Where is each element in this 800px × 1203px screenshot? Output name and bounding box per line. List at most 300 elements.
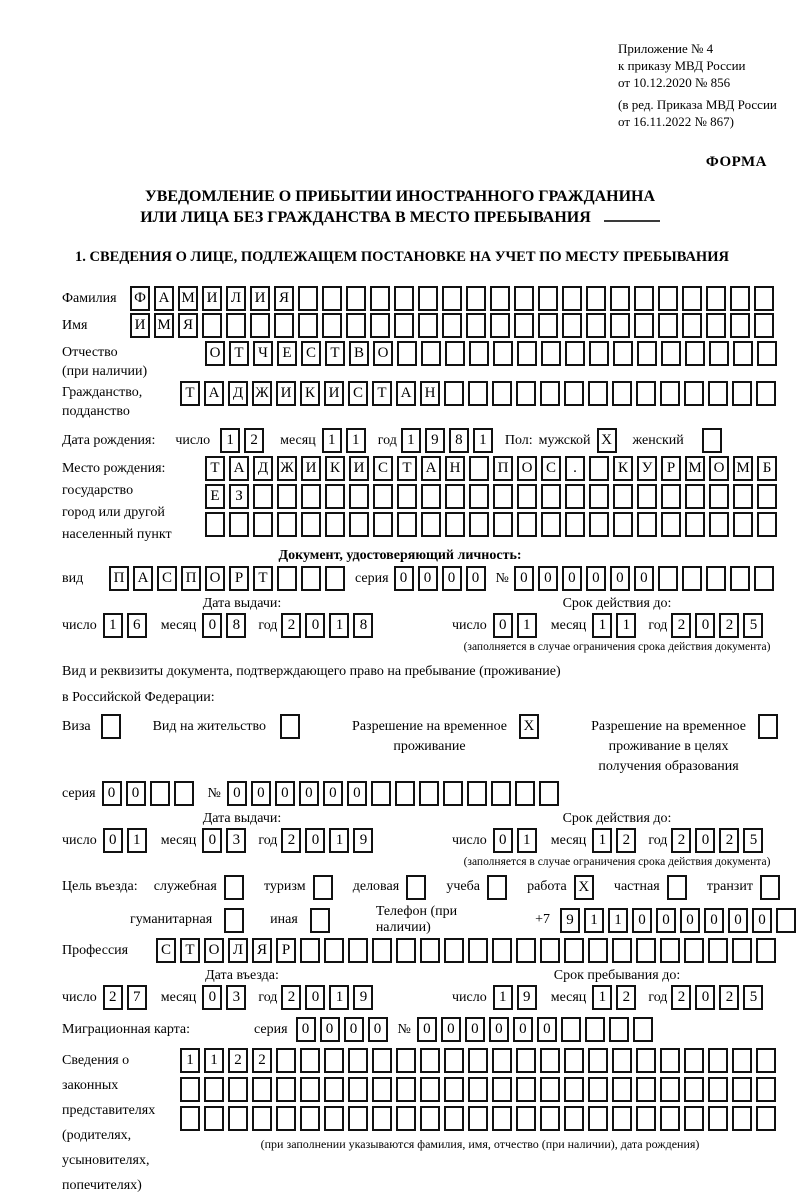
char-box: Н bbox=[445, 456, 465, 481]
char-box bbox=[370, 286, 390, 311]
appendix-line: от 10.12.2020 № 856 bbox=[618, 75, 731, 90]
residence-permit-label: Вид на жительство bbox=[152, 719, 266, 734]
citizenship-row bbox=[62, 381, 800, 428]
surname-boxes bbox=[130, 286, 778, 311]
char-box bbox=[514, 286, 534, 311]
purpose-commercial-checkbox bbox=[406, 875, 430, 900]
issue2-row bbox=[62, 828, 422, 854]
char-box bbox=[516, 1048, 536, 1073]
char-box: Т bbox=[180, 938, 200, 963]
char-box bbox=[348, 938, 368, 963]
phone-prefix: +7 bbox=[535, 912, 550, 927]
char-box bbox=[300, 1077, 320, 1102]
char-box bbox=[540, 938, 560, 963]
char-box bbox=[469, 341, 489, 366]
char-box bbox=[685, 484, 705, 509]
char-box: 0 bbox=[562, 566, 582, 591]
char-box: 8 bbox=[226, 613, 246, 638]
char-box bbox=[636, 938, 656, 963]
char-box: Т bbox=[253, 566, 273, 591]
edu-residence-checkbox bbox=[758, 714, 782, 739]
char-box bbox=[396, 1106, 416, 1131]
char-box bbox=[613, 512, 633, 537]
char-box bbox=[322, 286, 342, 311]
char-box: 1 bbox=[329, 985, 349, 1010]
char-box bbox=[562, 313, 582, 338]
issue2-day-label: число bbox=[62, 833, 97, 848]
form-page bbox=[0, 40, 800, 1203]
char-box bbox=[396, 1077, 416, 1102]
char-box bbox=[708, 381, 728, 406]
sex-female-label: женский bbox=[632, 433, 684, 448]
char-box bbox=[313, 875, 333, 900]
char-box bbox=[660, 1077, 680, 1102]
char-box bbox=[636, 381, 656, 406]
char-box bbox=[394, 286, 414, 311]
stay-heading: Срок пребывания до: bbox=[553, 968, 681, 983]
char-box bbox=[468, 381, 488, 406]
resident-doc-expiry bbox=[452, 810, 782, 868]
phone-boxes bbox=[560, 908, 800, 933]
temp-residence-option bbox=[352, 714, 543, 757]
char-box bbox=[224, 875, 244, 900]
purpose-option-label: туризм bbox=[263, 879, 306, 894]
char-box: 1 bbox=[204, 1048, 224, 1073]
representatives-label-line4: (родителях, bbox=[62, 1128, 132, 1143]
char-box: М bbox=[733, 456, 753, 481]
char-box: 2 bbox=[671, 985, 691, 1010]
id-doc-number-boxes bbox=[514, 566, 778, 591]
char-box bbox=[301, 566, 321, 591]
temp-residence-label-line2: проживание bbox=[393, 739, 466, 754]
residence-permit-option bbox=[153, 714, 304, 740]
char-box bbox=[612, 938, 632, 963]
forma-label: ФОРМА bbox=[705, 154, 767, 170]
char-box: 1 bbox=[103, 613, 123, 638]
char-box bbox=[396, 938, 416, 963]
char-box: О bbox=[204, 938, 224, 963]
char-box bbox=[228, 1106, 248, 1131]
birthdate-month-label: месяц bbox=[280, 433, 316, 448]
char-box bbox=[253, 512, 273, 537]
char-box bbox=[708, 1048, 728, 1073]
char-box bbox=[492, 1077, 512, 1102]
sex-male-label: мужской bbox=[538, 433, 591, 448]
representatives-label-line2: законных bbox=[62, 1078, 119, 1093]
expiry1-day-boxes bbox=[493, 613, 541, 638]
char-box bbox=[564, 1077, 584, 1102]
char-box bbox=[517, 484, 537, 509]
char-box bbox=[541, 484, 561, 509]
char-box: 1 bbox=[220, 428, 240, 453]
char-box bbox=[276, 1048, 296, 1073]
char-box bbox=[517, 512, 537, 537]
char-box bbox=[754, 313, 774, 338]
char-box bbox=[202, 313, 222, 338]
name-boxes bbox=[130, 313, 778, 338]
char-box: 0 bbox=[227, 781, 247, 806]
char-box bbox=[442, 313, 462, 338]
char-box bbox=[442, 286, 462, 311]
migration-number-label: № bbox=[397, 1022, 411, 1037]
char-box: Р bbox=[661, 456, 681, 481]
char-box bbox=[397, 512, 417, 537]
char-box bbox=[406, 875, 426, 900]
char-box bbox=[418, 286, 438, 311]
expiry2-note: (заполняется в случае ограничения срока действия документа) bbox=[463, 856, 771, 868]
char-box bbox=[515, 781, 535, 806]
char-box bbox=[250, 313, 270, 338]
char-box bbox=[325, 512, 345, 537]
char-box bbox=[493, 484, 513, 509]
issue1-row bbox=[62, 613, 422, 639]
birthplace-boxes-row3 bbox=[205, 512, 781, 537]
char-box bbox=[516, 1077, 536, 1102]
patronymic-boxes bbox=[205, 341, 781, 366]
char-box: 1 bbox=[493, 985, 513, 1010]
char-box bbox=[516, 1106, 536, 1131]
char-box bbox=[636, 1077, 656, 1102]
char-box bbox=[373, 512, 393, 537]
char-box: 0 bbox=[704, 908, 724, 933]
char-box bbox=[516, 381, 536, 406]
char-box: У bbox=[637, 456, 657, 481]
char-box bbox=[174, 781, 194, 806]
char-box bbox=[373, 484, 393, 509]
char-box bbox=[565, 512, 585, 537]
char-box bbox=[466, 286, 486, 311]
char-box: И bbox=[276, 381, 296, 406]
char-box: 0 bbox=[493, 828, 513, 853]
purpose-label: Цель въезда: bbox=[62, 879, 138, 894]
char-box bbox=[224, 908, 244, 933]
issue1-heading: Дата выдачи: bbox=[202, 596, 282, 611]
char-box bbox=[612, 1077, 632, 1102]
char-box: 2 bbox=[281, 613, 301, 638]
char-box bbox=[204, 1106, 224, 1131]
char-box bbox=[324, 1106, 344, 1131]
purpose-option-study bbox=[446, 875, 511, 900]
expiry2-month-boxes bbox=[592, 828, 640, 853]
char-box: 0 bbox=[418, 566, 438, 591]
char-box bbox=[252, 1077, 272, 1102]
char-box: 0 bbox=[465, 1017, 485, 1042]
char-box: Ч bbox=[253, 341, 273, 366]
purpose-humanitarian-label: гуманитарная bbox=[130, 912, 213, 927]
char-box: Я bbox=[178, 313, 198, 338]
char-box bbox=[469, 512, 489, 537]
id-doc-series-label: серия bbox=[355, 571, 389, 586]
birthplace-label-line4: населенный пункт bbox=[62, 527, 172, 542]
char-box: 0 bbox=[299, 781, 319, 806]
char-box: А bbox=[133, 566, 153, 591]
stay-day-boxes bbox=[493, 985, 541, 1010]
char-box bbox=[685, 512, 705, 537]
purpose-option-label: работа bbox=[527, 879, 567, 894]
char-box bbox=[445, 341, 465, 366]
temp-residence-checkbox bbox=[519, 714, 543, 739]
char-box: 2 bbox=[719, 985, 739, 1010]
char-box: 0 bbox=[102, 781, 122, 806]
char-box bbox=[325, 566, 345, 591]
char-box bbox=[540, 1048, 560, 1073]
char-box: П bbox=[493, 456, 513, 481]
char-box bbox=[633, 1017, 653, 1042]
profession-label: Профессия bbox=[62, 943, 129, 958]
char-box: И bbox=[130, 313, 150, 338]
char-box bbox=[732, 1106, 752, 1131]
char-box bbox=[444, 1048, 464, 1073]
char-box: 0 bbox=[489, 1017, 509, 1042]
resident-doc-dates bbox=[62, 810, 800, 868]
entry-date-block bbox=[62, 967, 422, 1011]
char-box: Т bbox=[229, 341, 249, 366]
char-box: 0 bbox=[305, 985, 325, 1010]
profession-boxes bbox=[156, 938, 780, 963]
char-box: 0 bbox=[680, 908, 700, 933]
char-box bbox=[540, 1106, 560, 1131]
resident-number-boxes bbox=[227, 781, 563, 806]
char-box: 0 bbox=[394, 566, 414, 591]
char-box bbox=[730, 313, 750, 338]
char-box bbox=[418, 313, 438, 338]
resident-doc-text-line1: Вид и реквизиты документа, подтверждающего право на пребывание (проживание) bbox=[62, 664, 561, 679]
char-box: 0 bbox=[610, 566, 630, 591]
char-box bbox=[540, 381, 560, 406]
representatives-boxes-row2 bbox=[180, 1077, 780, 1102]
citizenship-boxes bbox=[180, 381, 780, 406]
char-box bbox=[756, 938, 776, 963]
purpose-study-checkbox bbox=[487, 875, 511, 900]
id-doc-series-boxes bbox=[394, 566, 490, 591]
char-box bbox=[565, 484, 585, 509]
char-box bbox=[756, 381, 776, 406]
issue2-month-label: месяц bbox=[160, 833, 197, 848]
char-box: 1 bbox=[127, 828, 147, 853]
issue2-year-label: год bbox=[258, 833, 278, 848]
char-box bbox=[730, 286, 750, 311]
expiry1-month-boxes bbox=[592, 613, 640, 638]
char-box bbox=[610, 286, 630, 311]
char-box bbox=[732, 938, 752, 963]
char-box: Ж bbox=[252, 381, 272, 406]
char-box bbox=[395, 781, 415, 806]
form-title-line2-text: ИЛИ ЛИЦА БЕЗ ГРАЖДАНСТВА В МЕСТО ПРЕБЫВАНИЯ bbox=[140, 209, 591, 226]
char-box: Т bbox=[205, 456, 225, 481]
patronymic-label-line1: Отчество bbox=[62, 345, 118, 360]
char-box: С bbox=[156, 938, 176, 963]
char-box bbox=[300, 1048, 320, 1073]
char-box bbox=[468, 1106, 488, 1131]
char-box bbox=[277, 512, 297, 537]
resident-series-label: серия bbox=[62, 786, 96, 801]
char-box bbox=[348, 1106, 368, 1131]
char-box: 0 bbox=[466, 566, 486, 591]
char-box: 5 bbox=[743, 828, 763, 853]
char-box: П bbox=[181, 566, 201, 591]
issue1-year-label: год bbox=[258, 618, 278, 633]
char-box bbox=[585, 1017, 605, 1042]
char-box: З bbox=[229, 484, 249, 509]
char-box bbox=[708, 1106, 728, 1131]
char-box bbox=[396, 1048, 416, 1073]
char-box bbox=[280, 714, 300, 739]
representatives-boxes-row1 bbox=[180, 1048, 780, 1073]
char-box: 2 bbox=[281, 985, 301, 1010]
char-box: А bbox=[154, 286, 174, 311]
name-label: Имя bbox=[62, 318, 88, 333]
char-box bbox=[684, 1106, 704, 1131]
expiry1-year-boxes bbox=[671, 613, 767, 638]
char-box: Е bbox=[277, 341, 297, 366]
char-box: 0 bbox=[537, 1017, 557, 1042]
char-box bbox=[490, 313, 510, 338]
char-box bbox=[660, 938, 680, 963]
char-box bbox=[469, 456, 489, 481]
purpose-option-commercial bbox=[353, 875, 430, 900]
representatives-label-line3: представителях bbox=[62, 1103, 156, 1118]
purpose-option-private bbox=[614, 875, 691, 900]
char-box bbox=[610, 313, 630, 338]
char-box: Т bbox=[180, 381, 200, 406]
expiry2-day-label: число bbox=[452, 833, 487, 848]
char-box: 1 bbox=[346, 428, 366, 453]
appendix-line: (в ред. Приказа МВД России bbox=[618, 97, 777, 112]
expiry2-heading: Срок действия до: bbox=[562, 811, 672, 826]
char-box bbox=[514, 313, 534, 338]
purpose-option-label: частная bbox=[613, 879, 660, 894]
char-box: 2 bbox=[671, 613, 691, 638]
char-box: 2 bbox=[244, 428, 264, 453]
section1-heading: 1. СВЕДЕНИЯ О ЛИЦЕ, ПОДЛЕЖАЩЕМ ПОСТАНОВКЕ НА УЧЕТ ПО МЕСТУ ПРЕБЫВАНИЯ bbox=[75, 249, 729, 265]
issue1-month-boxes bbox=[202, 613, 250, 638]
char-box bbox=[658, 566, 678, 591]
issue1-year-boxes bbox=[281, 613, 377, 638]
purpose-option-label: служебная bbox=[153, 879, 217, 894]
char-box: А bbox=[229, 456, 249, 481]
birthdate-month-boxes bbox=[322, 428, 370, 453]
purpose-humanitarian-checkbox bbox=[224, 908, 248, 933]
char-box: И bbox=[324, 381, 344, 406]
char-box: 0 bbox=[441, 1017, 461, 1042]
representatives-boxes-row3 bbox=[180, 1106, 780, 1131]
birthdate-label: Дата рождения: bbox=[62, 433, 156, 448]
char-box bbox=[757, 512, 777, 537]
expiry2-day-boxes bbox=[493, 828, 541, 853]
char-box bbox=[730, 566, 750, 591]
stay-until-block bbox=[452, 967, 782, 1011]
id-doc-expiry bbox=[452, 595, 782, 653]
char-box bbox=[324, 1077, 344, 1102]
purpose-option-business bbox=[154, 875, 248, 900]
char-box: 2 bbox=[671, 828, 691, 853]
resident-number-label: № bbox=[207, 786, 221, 801]
char-box bbox=[732, 1077, 752, 1102]
edu-residence-label-line3: получения образования bbox=[598, 759, 739, 774]
char-box: 1 bbox=[592, 828, 612, 853]
char-box bbox=[276, 1106, 296, 1131]
char-box bbox=[709, 512, 729, 537]
stay-year-label: год bbox=[648, 990, 668, 1005]
char-box: О bbox=[517, 456, 537, 481]
char-box bbox=[445, 512, 465, 537]
purpose-work-checkbox bbox=[574, 875, 598, 900]
birthdate-year-boxes bbox=[401, 428, 497, 453]
profession-row bbox=[62, 938, 800, 964]
char-box bbox=[491, 781, 511, 806]
char-box: Т bbox=[372, 381, 392, 406]
edu-residence-label-line1: Разрешение на временное bbox=[591, 719, 746, 734]
birthplace-label-line2: государство bbox=[62, 483, 134, 498]
edu-residence-option bbox=[591, 714, 782, 777]
char-box: 2 bbox=[103, 985, 123, 1010]
char-box: 0 bbox=[695, 613, 715, 638]
char-box bbox=[612, 1048, 632, 1073]
char-box bbox=[228, 1077, 248, 1102]
char-box bbox=[661, 484, 681, 509]
char-box: 1 bbox=[180, 1048, 200, 1073]
char-box: 0 bbox=[634, 566, 654, 591]
char-box bbox=[684, 938, 704, 963]
char-box bbox=[685, 341, 705, 366]
stay-day-label: число bbox=[452, 990, 487, 1005]
char-box bbox=[487, 875, 507, 900]
char-box bbox=[708, 1077, 728, 1102]
issue2-day-boxes bbox=[103, 828, 151, 853]
char-box: Р bbox=[229, 566, 249, 591]
char-box: М bbox=[685, 456, 705, 481]
char-box bbox=[634, 286, 654, 311]
char-box: 7 bbox=[127, 985, 147, 1010]
birthplace-boxes-row1 bbox=[205, 456, 781, 481]
migration-number-boxes bbox=[417, 1017, 657, 1042]
id-doc-number-label: № bbox=[495, 571, 509, 586]
char-box bbox=[589, 512, 609, 537]
migration-series-boxes bbox=[296, 1017, 392, 1042]
patronymic-row bbox=[62, 341, 800, 381]
birthplace-label-line1: Место рождения: bbox=[62, 461, 166, 476]
entry-day-boxes bbox=[103, 985, 151, 1010]
char-box: 0 bbox=[202, 828, 222, 853]
char-box: С bbox=[348, 381, 368, 406]
char-box: А bbox=[421, 456, 441, 481]
char-box bbox=[467, 781, 487, 806]
purpose-option-label: учеба bbox=[446, 879, 480, 894]
char-box: Д bbox=[253, 456, 273, 481]
char-box bbox=[444, 1106, 464, 1131]
char-box: 0 bbox=[632, 908, 652, 933]
char-box bbox=[204, 1077, 224, 1102]
char-box bbox=[101, 714, 121, 739]
char-box: О bbox=[373, 341, 393, 366]
char-box: 9 bbox=[425, 428, 445, 453]
issue2-year-boxes bbox=[281, 828, 377, 853]
char-box: К bbox=[300, 381, 320, 406]
birthplace-boxrows bbox=[205, 456, 781, 540]
patronymic-label bbox=[62, 341, 205, 381]
temp-residence-label bbox=[352, 714, 507, 757]
char-box bbox=[756, 1106, 776, 1131]
char-box bbox=[468, 938, 488, 963]
char-box bbox=[613, 341, 633, 366]
purpose-other-label: иная bbox=[270, 912, 298, 927]
char-box bbox=[565, 341, 585, 366]
birthdate-row bbox=[62, 428, 800, 454]
char-box bbox=[757, 341, 777, 366]
expiry2-month-label: месяц bbox=[550, 833, 587, 848]
birthplace-label-line3: город или другой bbox=[62, 505, 165, 520]
char-box bbox=[253, 484, 273, 509]
